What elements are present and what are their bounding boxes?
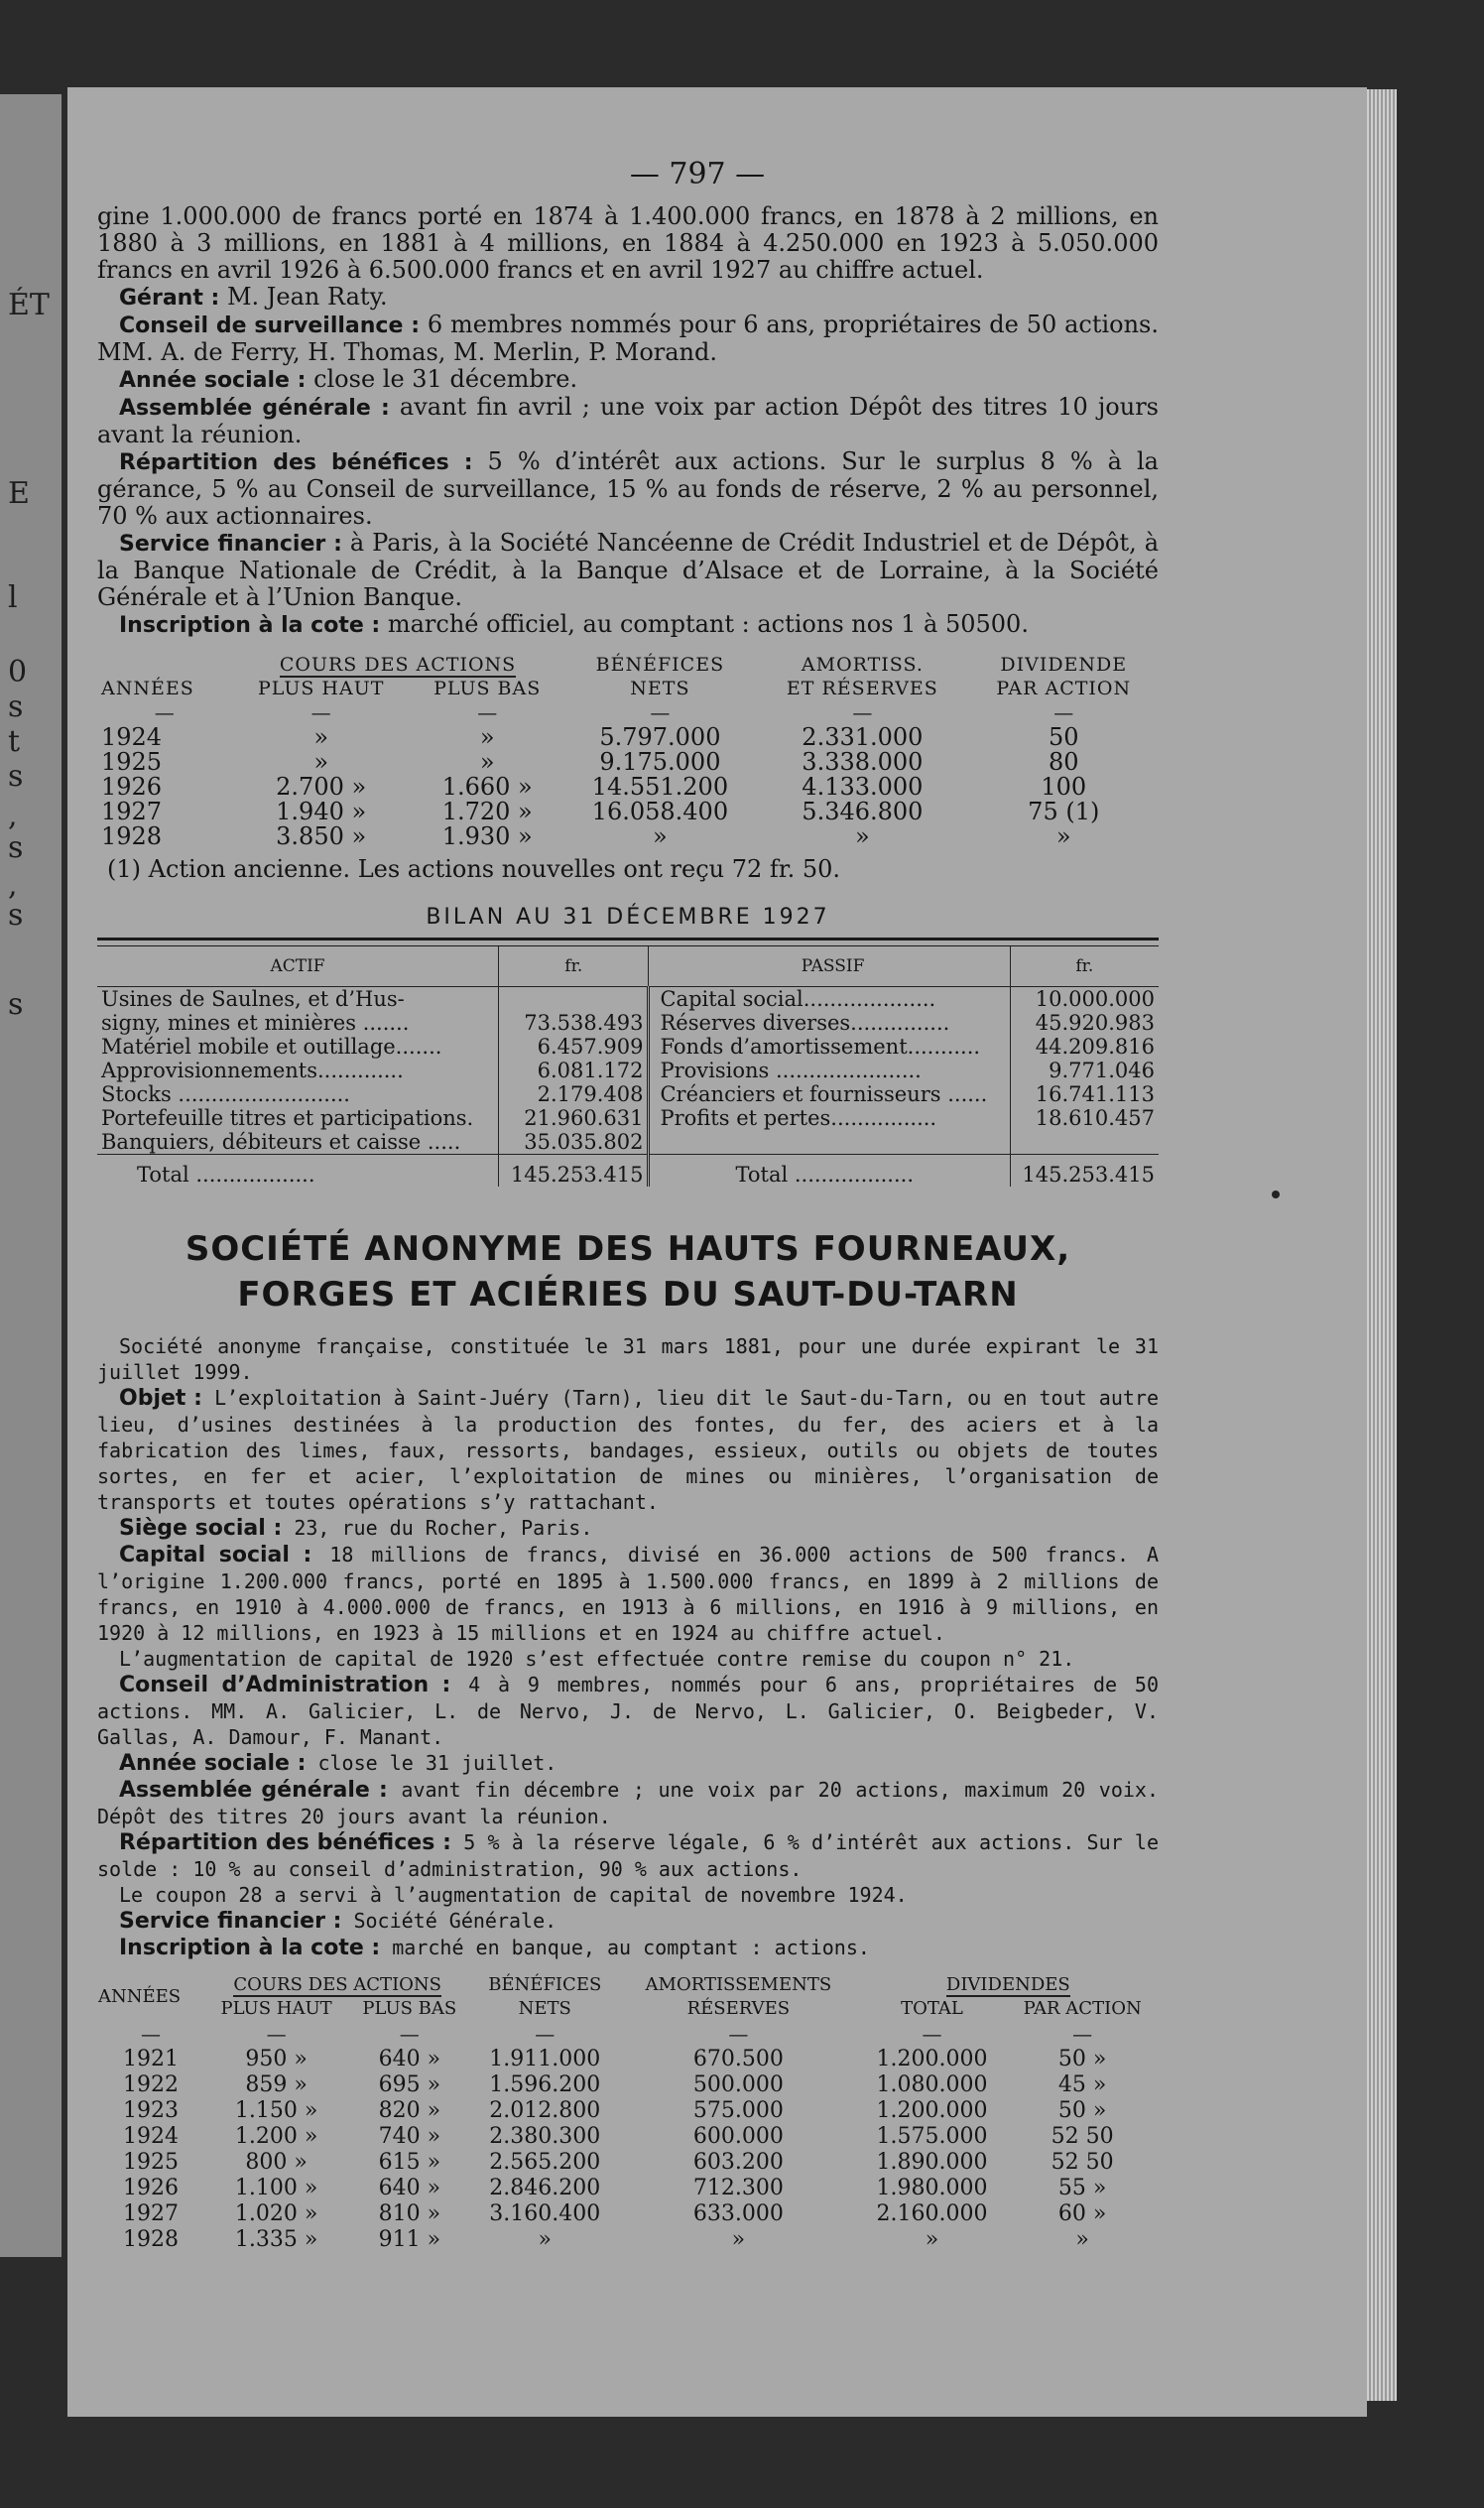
- bilan-row-cell: Créanciers et fournisseurs ......: [660, 1082, 988, 1106]
- div2-header: DIVIDENDES: [945, 1974, 1070, 1995]
- bilan-rule: [97, 938, 1159, 946]
- bilan-row-cell: Provisions ......................: [660, 1059, 922, 1082]
- ag-label: Assemblée générale :: [119, 396, 390, 421]
- stats-table-1: [97, 653, 1159, 849]
- stats2-row-cell: 640 »: [378, 2047, 441, 2071]
- stats2-row-cell: »: [1075, 2227, 1089, 2252]
- stats-row-cell: 2.331.000: [802, 723, 924, 751]
- stats-row-cell: 50: [1048, 723, 1079, 751]
- left-fragment: ,: [8, 799, 18, 833]
- col2-div: [858, 1973, 1159, 1997]
- stats-row-cell: 1924: [101, 723, 163, 751]
- bilan-row-cell: 6.081.172: [499, 1059, 649, 1082]
- col-div: DIVIDENDE: [1000, 654, 1128, 676]
- col-plus-haut: PLUS HAUT: [257, 678, 385, 699]
- siege-line: [97, 1515, 1159, 1542]
- stats-row-cell: 1926: [101, 773, 163, 801]
- stats2-row-cell: »: [538, 2227, 552, 2252]
- bilan-row-cell: Usines de Saulnes, et d’Hus-: [101, 987, 405, 1011]
- bilan-row-cell: 73.538.493: [499, 1011, 649, 1035]
- stats2-row-cell: 712.300: [692, 2176, 784, 2200]
- col2-annees: ANNÉES: [98, 1986, 182, 2007]
- stats-row: [97, 824, 1159, 849]
- ag2-line: [97, 1777, 1159, 1829]
- conseil-label: Conseil de surveillance :: [119, 314, 421, 338]
- objet-value: L’exploitation à Saint-Juéry (Tarn), lieu dit le Saut-du-Tarn, ou en tout autre lieu, d’usines destinées à la production des fontes, du fer, des aciers et à la fabrication des limes, faux, ressorts, bandages, essieux, outils ou objets de toutes sortes, en fer et acier, l’exploitation de mines ou minières, l’organisation de transports et toutes opérations s’y rattachant.: [97, 1386, 1159, 1514]
- stats2-row-cell: 1.080.000: [876, 2072, 988, 2097]
- stats2-row-cell: 600.000: [692, 2124, 784, 2149]
- bilan-row-cell: 6.457.909: [499, 1035, 649, 1059]
- dash-row: — — — — — —: [154, 700, 1074, 724]
- repartition-label: Répartition des bénéfices :: [119, 450, 473, 475]
- book-page: [67, 87, 1367, 2417]
- capital-line: [97, 1542, 1159, 1646]
- bilan-row-cell: [1010, 1130, 1159, 1155]
- company-title-line-1: SOCIÉTÉ ANONYME DES HAUTS FOURNEAUX,: [185, 1229, 1071, 1269]
- stats2-row: [97, 2176, 1159, 2201]
- bilan-row-cell: Portefeuille titres et participations.: [101, 1106, 474, 1130]
- bilan-row-cell: Fonds d’amortissement...........: [660, 1035, 981, 1059]
- col2-amort: AMORTISSEMENTS: [645, 1974, 832, 1995]
- stats-row-cell: 14.551.200: [591, 773, 729, 801]
- bilan-row-cell: 44.209.816: [1010, 1035, 1159, 1059]
- bilan-total-row: [97, 1155, 1159, 1188]
- stats2-row-cell: 1928: [122, 2227, 179, 2252]
- stats-row-cell: 5.797.000: [599, 723, 721, 751]
- stats2-row-cell: 1.575.000: [876, 2124, 988, 2149]
- bilan-row-cell: 9.771.046: [1010, 1059, 1159, 1082]
- bilan-body: [97, 987, 1159, 1155]
- ag2-value: avant fin décembre ; une voix par 20 actions, maximum 20 voix. Dépôt des titres 20 jours avant la réunion.: [97, 1778, 1160, 1828]
- objet-label: Objet :: [119, 1386, 202, 1411]
- bilan-row-cell: 18.610.457: [1010, 1106, 1159, 1130]
- stats2-row-cell: 1.020 »: [234, 2201, 318, 2226]
- left-fragment: s: [8, 830, 24, 865]
- stats2-row-cell: 1.200.000: [876, 2098, 988, 2123]
- stats-row-cell: »: [479, 723, 495, 751]
- passif-header: PASSIF: [656, 946, 1010, 987]
- stats-row-cell: 1.930 »: [441, 822, 533, 850]
- bilan-row: [97, 987, 1159, 1012]
- company-title: [97, 1226, 1159, 1317]
- capital-label: Capital social :: [119, 1543, 312, 1568]
- gerant-label: Gérant :: [119, 286, 220, 311]
- repartition-line: [97, 448, 1159, 530]
- stats2-row-cell: 1923: [122, 2098, 179, 2123]
- siege-value: 23, rue du Rocher, Paris.: [294, 1516, 593, 1540]
- actif-fr-header: fr.: [499, 946, 649, 987]
- stats2-row-cell: »: [731, 2227, 746, 2252]
- annee-value: close le 31 décembre.: [313, 365, 578, 393]
- gerant-line: [97, 284, 1159, 312]
- stats-row-cell: 100: [1041, 773, 1087, 801]
- stats2-row-cell: 2.565.200: [489, 2150, 601, 2175]
- conseil-value: 6 membres nommés pour 6 ans, propriétaires de 50 actions. MM. A. de Ferry, H. Thomas, M. Merlin, P. Morand.: [97, 311, 1159, 366]
- left-page-edge: [0, 94, 62, 2257]
- stats2-row-cell: »: [925, 2227, 939, 2252]
- stats-row-cell: »: [1055, 822, 1071, 850]
- objet-line: [97, 1385, 1159, 1515]
- stats-row-cell: 1925: [101, 748, 163, 776]
- col2-reserves: RÉSERVES: [686, 1998, 791, 2019]
- stats-row-cell: »: [855, 822, 870, 850]
- stats2-row-cell: 615 »: [378, 2150, 441, 2175]
- actif-total: 145.253.415: [499, 1155, 649, 1188]
- stats-row: [97, 750, 1159, 775]
- cours2-header: COURS DES ACTIONS: [233, 1974, 442, 1995]
- bilan-row: [97, 1059, 1159, 1082]
- stats2-row: [97, 2124, 1159, 2150]
- inscription-label: Inscription à la cote :: [119, 613, 381, 638]
- left-fragment: s: [8, 759, 24, 794]
- stats-row-cell: »: [479, 748, 495, 776]
- stats2-row-cell: 633.000: [692, 2201, 784, 2226]
- page-content: [97, 157, 1159, 2253]
- footnote: (1) Action ancienne. Les actions nouvelles ont reçu 72 fr. 50.: [107, 855, 841, 883]
- ag-value: avant fin avril ; une voix par action Dépôt des titres 10 jours avant la réunion.: [97, 393, 1159, 448]
- stats2-row-cell: 52 50: [1051, 2150, 1114, 2175]
- stats2-row-cell: 800 »: [245, 2150, 308, 2175]
- stats-row-cell: 1.720 »: [441, 798, 533, 825]
- stats-row-cell: »: [653, 822, 668, 850]
- stats-row-cell: »: [313, 748, 329, 776]
- stats2-row-cell: 50 »: [1057, 2098, 1107, 2123]
- col-cours: [232, 653, 564, 677]
- inscription-line: [97, 611, 1159, 639]
- stats2-row-cell: 1.890.000: [876, 2150, 988, 2175]
- stats-row-cell: 75 (1): [1028, 798, 1100, 825]
- stats2-row-cell: 1926: [122, 2176, 179, 2200]
- stats2-row-cell: 3.160.400: [489, 2201, 601, 2226]
- inscription2-line: [97, 1935, 1159, 1961]
- stats2-row-cell: 911 »: [378, 2227, 441, 2252]
- ag-line: [97, 394, 1159, 448]
- bilan-row-cell: 45.920.983: [1010, 1011, 1159, 1035]
- stats2-row-cell: 60 »: [1057, 2201, 1107, 2226]
- bilan-row-cell: 21.960.631: [499, 1106, 649, 1130]
- section-company-2: [97, 1333, 1159, 1961]
- stats2-row-cell: 2.012.800: [489, 2098, 601, 2123]
- col2-plus-bas: PLUS BAS: [362, 1998, 457, 2019]
- stats-row-cell: 1.660 »: [441, 773, 533, 801]
- stats-row-cell: 1.940 »: [276, 798, 367, 825]
- stats2-row-cell: 50 »: [1057, 2047, 1107, 2071]
- inscription2-value: marché en banque, au comptant : actions.: [392, 1936, 870, 1959]
- stats-row: [97, 725, 1159, 750]
- passif-total: 145.253.415: [1010, 1155, 1159, 1188]
- stats2-row-cell: 500.000: [692, 2072, 784, 2097]
- stats2-row-cell: 1927: [122, 2201, 179, 2226]
- actif-header: ACTIF: [97, 946, 499, 987]
- stats-row-cell: 3.850 »: [276, 822, 367, 850]
- stats2-row-cell: 1.980.000: [876, 2176, 988, 2200]
- bilan-row: [97, 1035, 1159, 1059]
- stats-row-cell: 2.700 »: [276, 773, 367, 801]
- bilan-gap: [649, 946, 657, 987]
- ca-label: Conseil d’Administration :: [119, 1673, 451, 1697]
- inscription-value: marché officiel, au comptant : actions nos 1 à 50500.: [387, 610, 1029, 638]
- bilan-row-cell: 10.000.000: [1010, 987, 1159, 1012]
- service2-line: [97, 1908, 1159, 1935]
- stats2-row-cell: 1922: [122, 2072, 179, 2097]
- stats2-row-cell: 670.500: [692, 2047, 784, 2071]
- stats2-row-cell: 45 »: [1057, 2072, 1107, 2097]
- col2-benef-nets: NETS: [518, 1998, 571, 2019]
- stats2-row-cell: 695 »: [378, 2072, 441, 2097]
- bilan-row-cell: 2.179.408: [499, 1082, 649, 1106]
- stats-table-1-body: [97, 725, 1159, 849]
- stats2-row-cell: 603.200: [692, 2150, 784, 2175]
- stats2-row-cell: 810 »: [378, 2201, 441, 2226]
- service2-value: Société Générale.: [353, 1909, 557, 1933]
- bilan-row: [97, 1011, 1159, 1035]
- section-company-1: [97, 203, 1159, 639]
- stats2-row-cell: 740 »: [378, 2124, 441, 2149]
- col2-cours: [204, 1973, 470, 1997]
- stats2-row-cell: 1.100 »: [234, 2176, 318, 2200]
- col2-benef: BÉNÉFICES: [488, 1974, 602, 1995]
- col2-total: TOTAL: [901, 1998, 963, 2019]
- bilan-row: [97, 1106, 1159, 1130]
- repartition-value: 5 % d’intérêt aux actions. Sur le surplus 8 % à la gérance, 5 % au Conseil de surveillance, 15 % au fonds de réserve, 2 % au personnel, 70 % aux actionnaires.: [97, 447, 1159, 530]
- stats2-row-cell: 859 »: [245, 2072, 308, 2097]
- service-line: [97, 530, 1159, 611]
- stats-table-2: [97, 1973, 1159, 2253]
- stats2-row-cell: 52 50: [1051, 2124, 1114, 2149]
- stats2-row-cell: 950 »: [245, 2047, 308, 2071]
- augmentation-line: L’augmentation de capital de 1920 s’est effectuée contre remise du coupon n° 21.: [119, 1647, 1075, 1671]
- stats-row-cell: 1928: [101, 822, 163, 850]
- left-fragment: l: [8, 580, 18, 615]
- stats-row-cell: 5.346.800: [802, 798, 924, 825]
- ca-value: 4 à 9 membres, nommés pour 6 ans, propriétaires de 50 actions. MM. A. Galicier, L. de Nervo, J. de Nervo, L. Galicier, O. Beigbeder, V. Gallas, A. Damour, F. Manant.: [97, 1673, 1159, 1749]
- col-amort-res: ET RÉSERVES: [786, 678, 938, 699]
- stats-row-cell: 3.338.000: [802, 748, 924, 776]
- stats2-row-cell: 820 »: [378, 2098, 441, 2123]
- stats-row: [97, 800, 1159, 824]
- bilan-row-cell: 16.741.113: [1010, 1082, 1159, 1106]
- constitution: Société anonyme française, constituée le 31 mars 1881, pour une durée expirant le 31 juillet 1999.: [97, 1334, 1159, 1384]
- stats2-row: [97, 2201, 1159, 2227]
- col-benef: BÉNÉFICES: [595, 654, 725, 676]
- dash-row-2: — — — — — — —: [140, 2022, 1093, 2046]
- stats-row-cell: 4.133.000: [802, 773, 924, 801]
- left-fragment: ÉT: [8, 288, 50, 322]
- bilan-title: BILAN AU 31 DÉCEMBRE 1927: [426, 905, 830, 930]
- service-label: Service financier :: [119, 532, 342, 557]
- annee2-label: Année sociale :: [119, 1751, 307, 1776]
- stats2-row-cell: 1924: [122, 2124, 179, 2149]
- stats2-row-cell: 1.200.000: [876, 2047, 988, 2071]
- inscription2-label: Inscription à la cote :: [119, 1936, 381, 1960]
- stats2-row-cell: 1925: [122, 2150, 179, 2175]
- stats2-row: [97, 2227, 1159, 2253]
- stats-row: [97, 775, 1159, 800]
- stats2-row: [97, 2047, 1159, 2072]
- stats2-row-cell: 2.160.000: [876, 2201, 988, 2226]
- annee2-value: close le 31 juillet.: [317, 1751, 557, 1775]
- stats2-row-cell: 640 »: [378, 2176, 441, 2200]
- service2-label: Service financier :: [119, 1909, 342, 1934]
- stats-row-cell: »: [313, 723, 329, 751]
- page-number: — 797 —: [629, 157, 766, 191]
- bilan-row-cell: signy, mines et minières .......: [101, 1011, 410, 1035]
- gerant-value: M. Jean Raty.: [226, 283, 388, 311]
- stats-row-cell: 9.175.000: [599, 748, 721, 776]
- bilan-row-cell: Stocks ..........................: [101, 1082, 350, 1106]
- stats2-row-cell: 1921: [122, 2047, 179, 2071]
- stats2-row-cell: 2.380.300: [489, 2124, 601, 2149]
- bilan-row: [97, 1130, 1159, 1155]
- left-fragment: s: [8, 690, 24, 724]
- stats2-row-cell: 1.596.200: [489, 2072, 601, 2097]
- left-fragment: t: [8, 724, 21, 759]
- stats-row-cell: 80: [1048, 748, 1079, 776]
- stats2-row-cell: 1.335 »: [234, 2227, 318, 2252]
- col-annees: ANNÉES: [101, 678, 194, 699]
- ag2-label: Assemblée générale :: [119, 1778, 388, 1803]
- left-fragment: s: [8, 898, 24, 933]
- annee2-line: [97, 1750, 1159, 1777]
- stats2-row-cell: 575.000: [692, 2098, 784, 2123]
- col2-par-action: PAR ACTION: [1023, 1998, 1142, 2019]
- actif-total-label: Total ..................: [97, 1155, 499, 1188]
- page-stack-edge: [1367, 89, 1397, 2401]
- left-fragment: E: [8, 476, 30, 511]
- passif-total-label: Total ..................: [656, 1155, 1010, 1188]
- bilan-row-cell: Banquiers, débiteurs et caisse .....: [101, 1130, 461, 1154]
- left-fragment: 0: [8, 655, 28, 690]
- stats2-row-cell: 1.911.000: [489, 2047, 601, 2071]
- stats2-row-cell: 55 »: [1057, 2176, 1107, 2200]
- col-plus-bas: PLUS BAS: [433, 678, 542, 699]
- repartition2-label: Répartition des bénéfices :: [119, 1830, 451, 1855]
- coupon-line: Le coupon 28 a servi à l’augmentation de capital de novembre 1924.: [119, 1883, 908, 1907]
- ink-spot: [1272, 1191, 1280, 1198]
- stats2-row: [97, 2098, 1159, 2124]
- annee-line: [97, 366, 1159, 394]
- bilan-row-cell: [656, 1130, 1010, 1155]
- stats2-row-cell: 2.846.200: [489, 2176, 601, 2200]
- bilan-row-cell: 35.035.802: [499, 1130, 649, 1155]
- cours-header: COURS DES ACTIONS: [279, 654, 517, 676]
- stats-row-cell: 16.058.400: [591, 798, 729, 825]
- bilan-row-cell: Matériel mobile et outillage.......: [101, 1035, 442, 1059]
- left-fragment: s: [8, 987, 24, 1022]
- bilan-row-cell: Capital social....................: [660, 987, 936, 1011]
- bilan-row-cell: Réserves diverses...............: [660, 1011, 950, 1035]
- ca-line: [97, 1672, 1159, 1750]
- col2-plus-haut: PLUS HAUT: [220, 1998, 332, 2019]
- col-par-action: PAR ACTION: [996, 678, 1132, 699]
- stats-table-2-body: [97, 2047, 1159, 2253]
- stats2-row-cell: 1.200 »: [234, 2124, 318, 2149]
- bilan-row-cell: [499, 987, 649, 1012]
- service-value: à Paris, à la Société Nancéenne de Crédit Industriel et de Dépôt, à la Banque Nationale de Crédit, à la Banque d’Alsace et de Lorraine, à la Société Générale et à l’Union Banque.: [97, 529, 1160, 611]
- bilan-row-cell: Approvisionnements.............: [101, 1059, 404, 1082]
- bilan-table: [97, 946, 1159, 1187]
- company-title-line-2: FORGES ET ACIÉRIES DU SAUT-DU-TARN: [237, 1275, 1019, 1315]
- col-amort: AMORTISS.: [801, 654, 924, 676]
- bilan-row: [97, 1082, 1159, 1106]
- capital-value: 18 millions de francs, divisé en 36.000 actions de 500 francs. A l’origine 1.200.000 francs, porté en 1895 à 1.500.000 francs, en 1899 à 2 millions de francs, en 1910 à 4.000.000 de francs, en 1913 à 6 millions, en 1916 à 9 millions, en 1920 à 12 millions, en 1923 à 15 millions et en 1924 au chiffre actuel.: [97, 1543, 1159, 1645]
- bilan-row-cell: Profits et pertes................: [660, 1106, 937, 1130]
- repartition2-value: 5 % à la réserve légale, 6 % d’intérêt aux actions. Sur le solde : 10 % au conseil d’administration, 90 % aux actions.: [97, 1830, 1159, 1881]
- stats2-row: [97, 2072, 1159, 2098]
- stats2-row-cell: 1.150 »: [234, 2098, 318, 2123]
- repartition2-line: [97, 1829, 1159, 1882]
- annee-label: Année sociale :: [119, 368, 307, 393]
- siege-label: Siège social :: [119, 1516, 283, 1541]
- capital-history: gine 1.000.000 de francs porté en 1874 à 1.400.000 francs, en 1878 à 2 millions, en 1880 à 3 millions, en 1881 à 4 millions, en 1884 à 4.250.000 en 1923 à 5.050.000 francs en avril 1926 à 6.500.000 francs et en avril 1927 au chiffre actuel.: [97, 202, 1159, 284]
- passif-fr-header: fr.: [1010, 946, 1159, 987]
- left-fragment: ,: [8, 868, 18, 903]
- stats-row-cell: 1927: [101, 798, 163, 825]
- col-benef-nets: NETS: [630, 678, 690, 699]
- stats2-row: [97, 2150, 1159, 2176]
- conseil-line: [97, 312, 1159, 366]
